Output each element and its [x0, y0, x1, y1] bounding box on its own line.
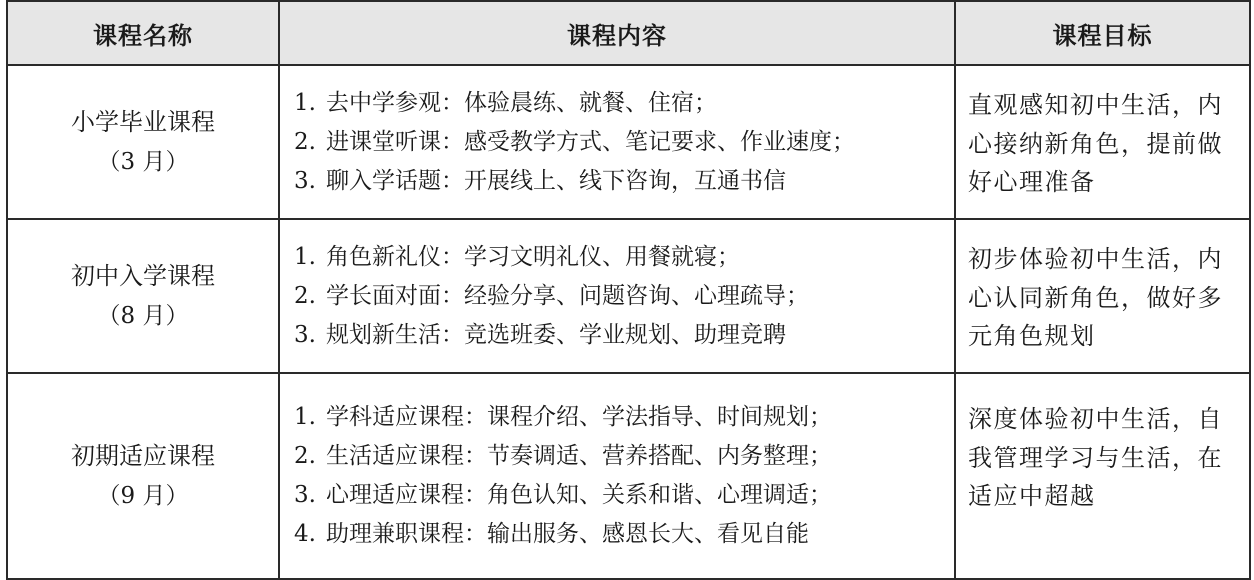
item-number: 3. — [294, 167, 316, 194]
list-item — [294, 437, 954, 476]
header-course-name: 课程名称 — [7, 1, 279, 65]
content-list — [294, 238, 954, 355]
course-goal-cell: 直观感知初中生活，内心接纳新角色，提前做好心理准备 — [955, 65, 1250, 219]
item-number: 2. — [294, 282, 316, 309]
item-text: 进课堂听课：感受教学方式、笔记要求、作业速度； — [326, 128, 855, 155]
item-number: 1. — [294, 243, 316, 270]
course-content-cell — [279, 65, 955, 219]
item-number: 1. — [294, 89, 316, 116]
content-list — [294, 398, 954, 554]
table-row — [7, 65, 1250, 219]
course-month: （3 月） — [97, 149, 189, 175]
item-text: 助理兼职课程：输出服务、感恩长大、看见自能 — [326, 521, 809, 547]
list-item — [294, 398, 954, 437]
list-item — [294, 238, 954, 277]
course-name: 初中入学课程 — [71, 262, 215, 290]
item-number: 3. — [294, 321, 316, 348]
list-item — [294, 316, 954, 355]
course-table-container — [6, 0, 1249, 580]
header-course-content: 课程内容 — [279, 1, 955, 65]
item-text: 角色新礼仪：学习文明礼仪、用餐就寝； — [326, 243, 740, 270]
item-number: 4. — [294, 521, 316, 547]
list-item — [294, 84, 954, 123]
header-row — [7, 1, 1250, 65]
course-month: （9 月） — [97, 483, 189, 509]
course-goal-cell: 初步体验初中生活，内心认同新角色，做好多元角色规划 — [955, 219, 1250, 373]
course-name-cell — [7, 65, 279, 219]
table-header — [7, 1, 1250, 65]
item-number: 3. — [294, 482, 316, 508]
item-number: 1. — [294, 404, 316, 430]
item-text: 聊入学话题：开展线上、线下咨询，互通书信 — [326, 167, 786, 194]
item-number: 2. — [294, 128, 316, 155]
list-item — [294, 123, 954, 162]
list-item — [294, 476, 954, 515]
course-goal-cell: 深度体验初中生活，自我管理学习与生活，在适应中超越 — [955, 373, 1250, 579]
item-text: 规划新生活：竞选班委、学业规划、助理竞聘 — [326, 321, 786, 348]
course-name-cell — [7, 373, 279, 579]
item-text: 心理适应课程：角色认知、关系和谐、心理调适； — [326, 482, 832, 508]
course-content-cell — [279, 373, 955, 579]
course-name-cell — [7, 219, 279, 373]
course-name: 小学毕业课程 — [71, 108, 215, 136]
course-name: 初期适应课程 — [71, 442, 215, 470]
course-month: （8 月） — [97, 303, 189, 329]
course-table — [6, 0, 1251, 580]
table-row — [7, 219, 1250, 373]
list-item — [294, 515, 954, 554]
header-course-goal: 课程目标 — [955, 1, 1250, 65]
list-item — [294, 162, 954, 201]
item-number: 2. — [294, 443, 316, 469]
list-item — [294, 277, 954, 316]
content-list — [294, 84, 954, 201]
item-text: 去中学参观：体验晨练、就餐、住宿； — [326, 89, 717, 116]
item-text: 学长面对面：经验分享、问题咨询、心理疏导； — [326, 282, 809, 309]
item-text: 学科适应课程：课程介绍、学法指导、时间规划； — [326, 404, 832, 430]
table-row — [7, 373, 1250, 579]
item-text: 生活适应课程：节奏调适、营养搭配、内务整理； — [326, 443, 832, 469]
table-body — [7, 65, 1250, 579]
course-content-cell — [279, 219, 955, 373]
